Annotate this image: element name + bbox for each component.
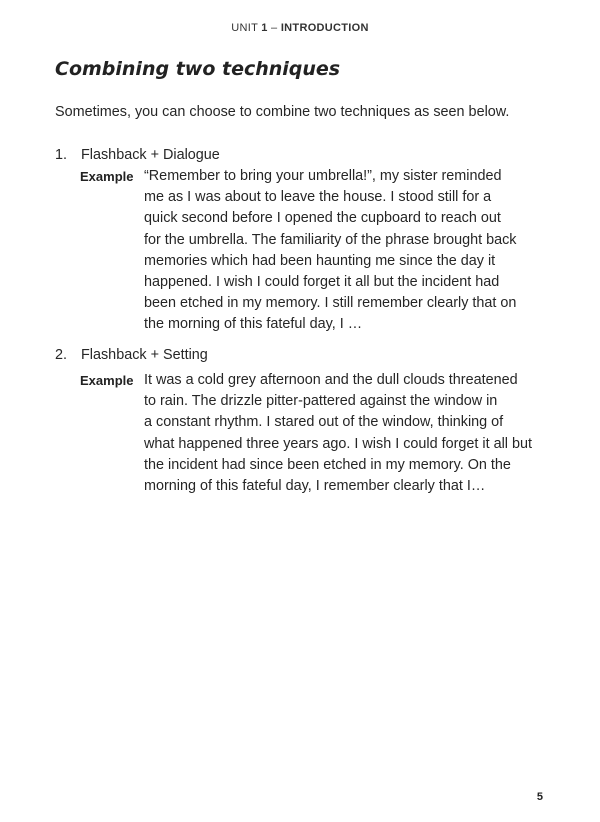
example-line: been etched in my memory. I still remember clearly that on xyxy=(144,295,517,312)
example-line: morning of this fateful day, I remember clearly that I… xyxy=(144,478,486,495)
example-label: Example xyxy=(80,373,134,388)
example-label: Example xyxy=(80,169,134,184)
list-item-title: Flashback + Setting xyxy=(81,347,208,363)
running-header xyxy=(0,22,600,34)
page-number: 5 xyxy=(536,791,543,803)
list-item-number: 2. xyxy=(55,347,68,363)
example-line: the incident had since been etched in my memory. On the xyxy=(144,456,511,473)
example-line: happened. I wish I could forget it all but the incident had xyxy=(144,274,500,291)
example-line: memories which had been haunting me since the day it xyxy=(144,252,496,269)
header-unit-number: 1 xyxy=(261,22,268,34)
example-line: what happened three years ago. I wish I could forget it all but xyxy=(144,435,532,452)
list-item-title: Flashback + Dialogue xyxy=(81,147,220,163)
list-item-heading xyxy=(55,346,208,364)
example-line: a constant rhythm. I stared out of the window, thinking of xyxy=(144,414,504,431)
example-line: the morning of this fateful day, I … xyxy=(144,316,363,333)
intro-paragraph: Sometimes, you can choose to combine two techniques as seen below. xyxy=(55,104,510,120)
example-line: quick second before I opened the cupboard to reach out xyxy=(144,210,501,227)
list-item-number: 1. xyxy=(55,147,68,163)
header-unit-prefix: UNIT xyxy=(231,22,258,34)
list-item-heading xyxy=(55,146,220,164)
header-separator: – xyxy=(271,22,278,34)
example-line: It was a cold grey afternoon and the dull clouds threatened xyxy=(144,372,518,388)
example-line: for the umbrella. The familiarity of the phrase brought back xyxy=(144,231,517,248)
page-title: Combining two techniques xyxy=(55,58,341,80)
header-section-name: INTRODUCTION xyxy=(280,22,369,34)
example-text xyxy=(144,370,544,497)
example-line: to rain. The drizzle pitter-pattered against the window in xyxy=(144,393,498,410)
example-line: me as I was about to leave the house. I stood still for a xyxy=(144,189,492,206)
example-line: “Remember to bring your umbrella!”, my sister reminded xyxy=(144,168,502,184)
example-text xyxy=(144,166,544,336)
